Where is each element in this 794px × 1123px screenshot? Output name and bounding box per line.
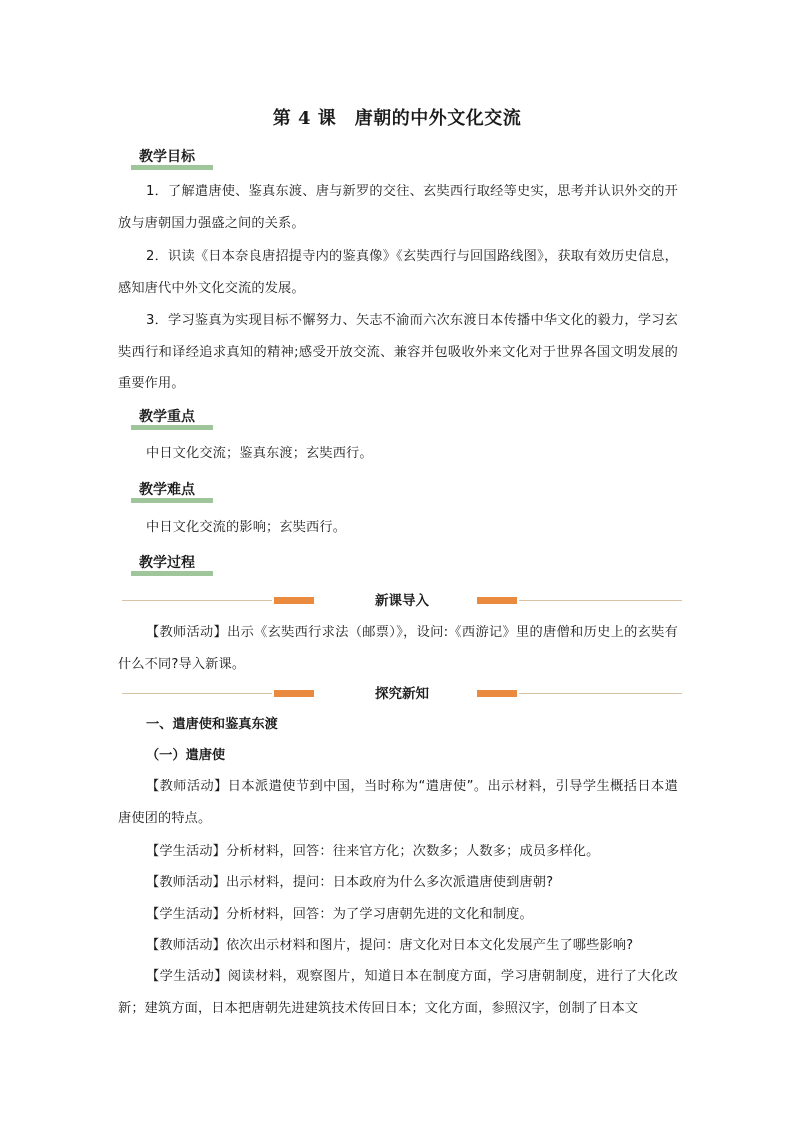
activity-paragraph-2: 【学生活动】分析材料，回答：往来官方化；次数多；人数多；成员多样化。 <box>146 844 600 859</box>
divider-explore <box>122 683 682 705</box>
section-heading-key-points: 教学重点 <box>131 408 213 430</box>
section-heading-process: 教学过程 <box>131 554 213 576</box>
goal-paragraph-1: 1．了解遣唐使、鉴真东渡、唐与新罗的交往、玄奘西行取经等史实，思考并认识外交的开放与唐朝国力强盛之间的关系。 <box>118 184 678 231</box>
section-heading-goals: 教学目标 <box>131 148 213 170</box>
divider-bar-right <box>477 597 517 604</box>
activity-paragraph-3: 【教师活动】出示材料，提问：日本政府为什么多次派遣唐使到唐朝? <box>146 875 554 890</box>
divider-line-right <box>519 693 682 694</box>
section-heading-difficulties: 教学难点 <box>131 481 213 503</box>
intro-paragraph: 【教师活动】出示《玄奘西行求法（邮票）》，设问:《西游记》里的唐僧和历史上的玄奘有什么不同?导入新课。 <box>118 625 678 672</box>
heading-envoys: （一）遣唐使 <box>146 748 226 763</box>
activity-paragraph-5: 【教师活动】依次出示材料和图片，提问：唐文化对日本文化发展产生了哪些影响? <box>146 938 634 953</box>
activity-paragraph-4: 【学生活动】分析材料，回答：为了学习唐朝先进的文化和制度。 <box>146 907 533 922</box>
divider-intro <box>122 590 682 612</box>
lesson-title: 第 4 课 唐朝的中外文化交流 <box>272 108 522 129</box>
divider-line-right <box>519 600 682 601</box>
heading-envoys-and-jianzhen: 一、遣唐使和鉴真东渡 <box>146 717 278 732</box>
goal-paragraph-2: 2．识读《日本奈良唐招提寺内的鉴真像》《玄奘西行与回国路线图》，获取有效历史信息，感知唐代中外文化交流的发展。 <box>118 249 678 296</box>
divider-bar-right <box>477 690 517 697</box>
divider-label-intro: 新课导入 <box>375 593 429 609</box>
goal-paragraph-3: 3．学习鉴真为实现目标不懈努力、矢志不渝而六次东渡日本传播中华文化的毅力，学习玄奘西行和译经追求真知的精神;感受开放交流、兼容并包吸收外来文化对于世界各国文明发展的重要作用。 <box>118 313 678 391</box>
key-points-text: 中日文化交流；鉴真东渡；玄奘西行。 <box>146 446 373 461</box>
divider-label-explore: 探究新知 <box>375 686 429 702</box>
activity-paragraph-1: 【教师活动】日本派遣使节到中国，当时称为“遣唐使”。出示材料，引导学生概括日本遣唐使团的特点。 <box>118 779 678 826</box>
difficulties-text: 中日文化交流的影响；玄奘西行。 <box>146 520 347 535</box>
activity-paragraph-6: 【学生活动】阅读材料，观察图片，知道日本在制度方面，学习唐朝制度，进行了大化改新；建筑方面，日本把唐朝先进建筑技术传回日本；文化方面，参照汉字，创制了日本文 <box>118 969 678 1016</box>
